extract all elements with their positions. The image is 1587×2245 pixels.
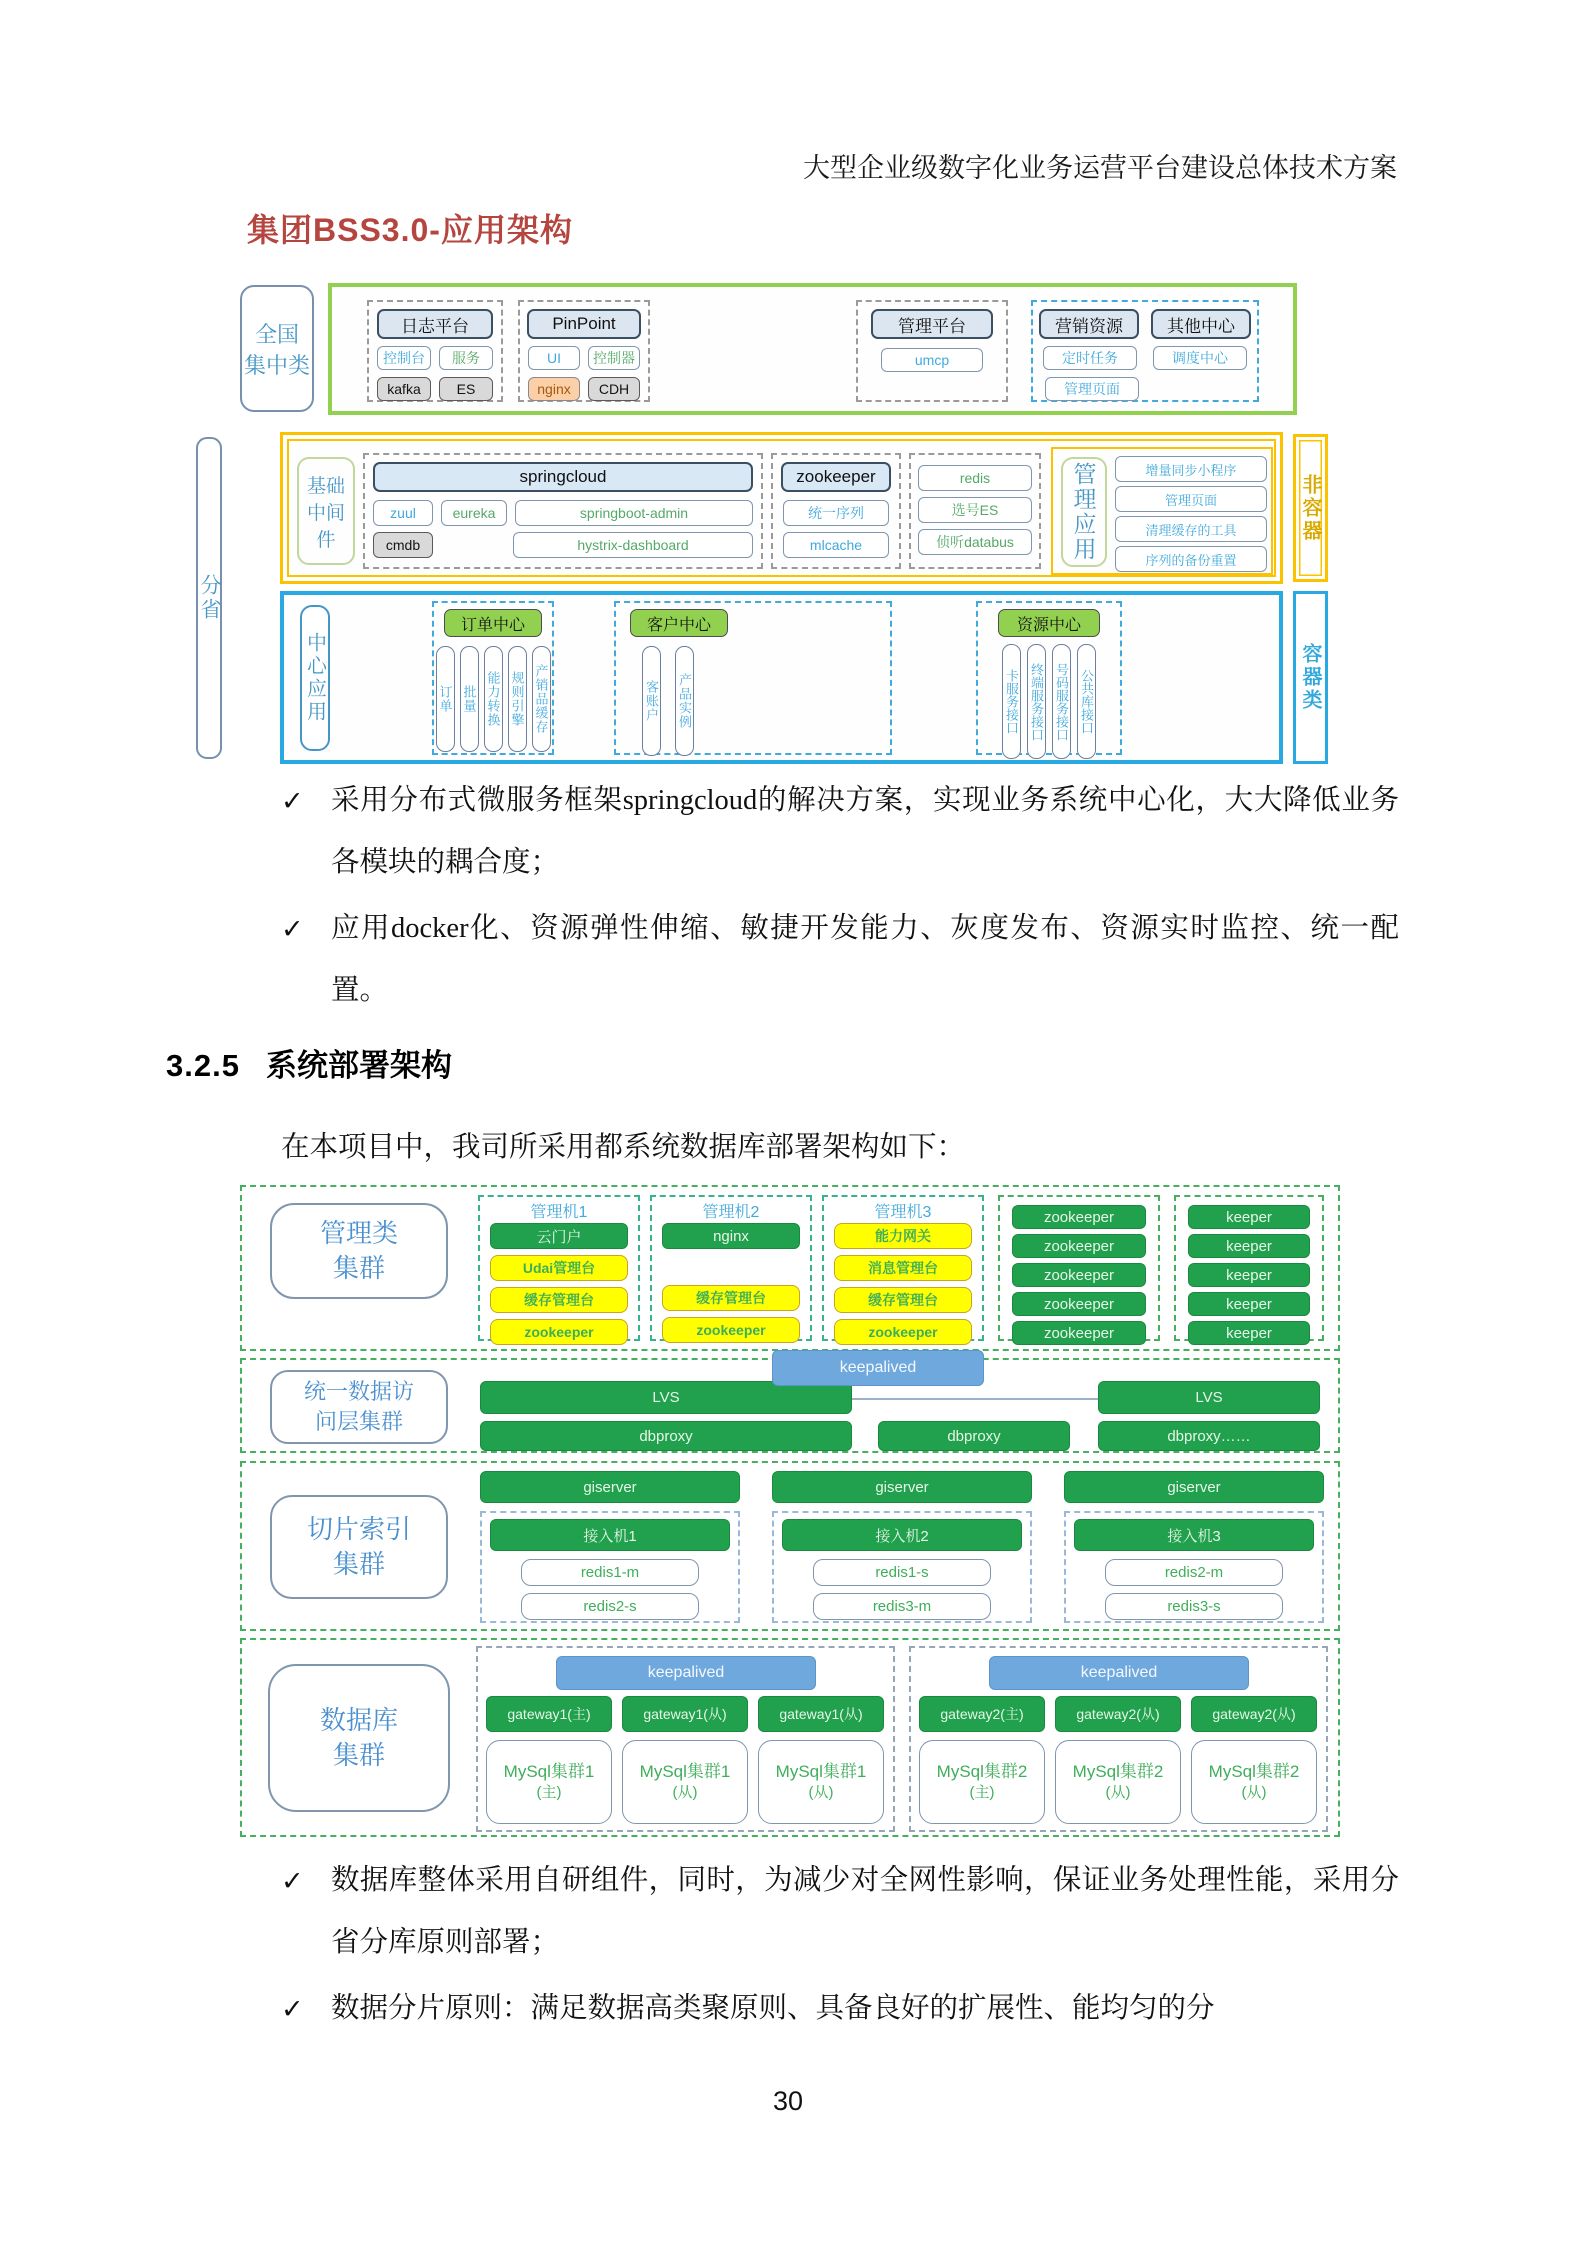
page-header-title: 大型企业级数字化业务运营平台建设总体技术方案	[803, 153, 1397, 183]
management-app-box: 序列的备份重置	[1115, 546, 1267, 572]
bullet-item	[281, 1850, 1399, 1974]
bullet-item	[281, 1978, 1399, 2040]
redis-node-box: redis1-s	[813, 1559, 991, 1586]
mysql-name: MySql集群1	[639, 1762, 731, 1782]
management-machine-2	[650, 1195, 812, 1341]
slice-index-column	[480, 1471, 740, 1623]
gateway-box: gateway1(从)	[758, 1696, 884, 1732]
data-components-group	[909, 453, 1041, 569]
service-box: 服务	[439, 346, 493, 370]
label-line: 统一数据访	[303, 1379, 414, 1405]
management-app-label: 管理应用	[1061, 457, 1107, 567]
label-line: 中间	[306, 502, 345, 524]
bullet-text: 应用docker化、资源弹性伸缩、敏捷开发能力、灰度发布、资源实时监控、统一配置。	[331, 913, 1399, 1006]
data-component-box: 选号ES	[918, 497, 1032, 523]
management-page-box: 管理页面	[1045, 377, 1139, 401]
giserver-box: giserver	[480, 1471, 740, 1503]
lvs-left-box: LVS	[480, 1381, 852, 1414]
gateway-box: gateway1(从)	[622, 1696, 748, 1732]
mysql-role: (从)	[1105, 1784, 1131, 1802]
cmdb-box: cmdb	[373, 532, 433, 558]
machine-title: 管理机2	[702, 1204, 760, 1221]
data-access-cluster-section	[240, 1358, 1340, 1453]
customer-center-header: 客户中心	[630, 609, 728, 637]
redis-node-box: redis3-s	[1105, 1593, 1283, 1620]
cdh-box: CDH	[588, 377, 640, 401]
machine-component-box: zookeeper	[834, 1319, 972, 1345]
mysql-name: MySql集群2	[936, 1762, 1028, 1782]
province-label: 分省	[196, 437, 222, 759]
mysql-name: MySql集群1	[503, 1762, 595, 1782]
label-line: 集中类	[243, 352, 310, 378]
management-machine-1	[478, 1195, 640, 1341]
label-line: 集群	[332, 1549, 385, 1579]
access-machine-box: 接入机1	[490, 1519, 730, 1551]
middleware-layer-container	[280, 432, 1283, 584]
springcloud-header: springcloud	[373, 462, 753, 492]
database-cluster-label	[268, 1664, 450, 1812]
label-line: 基础	[306, 475, 345, 497]
slice-index-cluster-label	[270, 1495, 448, 1599]
mysql-role: (主)	[969, 1784, 995, 1802]
label-line: 集群	[332, 1740, 385, 1770]
resource-center-item: 号码服务接口	[1052, 644, 1071, 759]
other-center-header: 其他中心	[1151, 309, 1251, 339]
machine-component-box: 消息管理台	[834, 1255, 972, 1281]
management-machine-3	[822, 1195, 984, 1341]
slice-index-column	[1064, 1471, 1324, 1623]
database-group	[909, 1646, 1328, 1832]
mysql-cluster-box	[919, 1740, 1045, 1824]
umcp-box: umcp	[881, 348, 983, 372]
management-cluster-label	[270, 1203, 448, 1299]
data-component-box: redis	[918, 465, 1032, 491]
hystrix-dashboard-box: hystrix-dashboard	[513, 532, 753, 558]
national-centralized-label	[240, 285, 314, 412]
redis-node-box: redis2-m	[1105, 1559, 1283, 1586]
mysql-cluster-box	[622, 1740, 748, 1824]
order-center-item: 批量	[460, 646, 479, 752]
zuul-box: zuul	[373, 500, 433, 526]
management-app-box: 管理页面	[1115, 486, 1267, 512]
national-layer-container	[328, 283, 1297, 415]
bullet-text: 数据分片原则：满足数据高类聚原则、具备良好的扩展性、能均匀的分	[331, 1993, 1215, 2024]
data-component-box: 侦听databus	[918, 529, 1032, 555]
management-app-box: 清理缓存的工具	[1115, 516, 1267, 542]
giserver-box: giserver	[772, 1471, 1032, 1503]
schedule-center-box: 调度中心	[1153, 346, 1247, 370]
marketing-header: 营销资源	[1039, 309, 1139, 339]
mysql-name: MySql集群2	[1072, 1762, 1164, 1782]
nginx-box: nginx	[528, 377, 580, 401]
timer-task-box: 定时任务	[1043, 346, 1137, 370]
giserver-box: giserver	[1064, 1471, 1324, 1503]
log-platform-header: 日志平台	[377, 309, 493, 339]
gateway-box: gateway1(主)	[486, 1696, 612, 1732]
label-line: 管理类	[319, 1217, 398, 1248]
database-cluster-section	[240, 1638, 1340, 1837]
es-box: ES	[439, 377, 493, 401]
zookeeper-node-box: zookeeper	[1012, 1321, 1146, 1345]
deployment-diagram	[240, 1185, 1340, 1837]
label-line: 全国	[254, 321, 299, 347]
management-platform-group	[856, 300, 1008, 402]
keeper-column	[1174, 1195, 1324, 1341]
springcloud-group	[363, 453, 763, 569]
machine-component-box: zookeeper	[662, 1317, 800, 1343]
slice-index-cluster-section	[240, 1461, 1340, 1631]
base-middleware-label	[297, 457, 355, 565]
mysql-role: (从)	[672, 1784, 698, 1802]
mysql-role: (从)	[1241, 1784, 1267, 1802]
container-class-label: 容器类	[1293, 591, 1328, 764]
management-app-group	[1051, 447, 1273, 575]
management-cluster-section	[240, 1185, 1340, 1351]
order-center-item: 产销品缓存	[532, 646, 551, 752]
unified-sequence-box: 统一序列	[783, 500, 889, 526]
mysql-cluster-box	[1055, 1740, 1181, 1824]
pinpoint-header: PinPoint	[527, 309, 641, 339]
section-number: 3.2.5	[166, 1048, 240, 1083]
controller-box: 控制器	[588, 346, 640, 370]
keeper-node-box: keeper	[1188, 1234, 1310, 1258]
springboot-admin-box: springboot-admin	[515, 500, 753, 526]
application-bullets	[281, 770, 1399, 1026]
machine-component-box: Udai管理台	[490, 1255, 628, 1281]
cloud-portal-box: 云门户	[490, 1223, 628, 1249]
machine-component-box: 缓存管理台	[490, 1287, 628, 1313]
section-title: 系统部署架构	[265, 1048, 452, 1083]
check-icon: ✓	[281, 1994, 304, 2024]
order-center-group	[432, 601, 554, 755]
order-center-header: 订单中心	[444, 609, 542, 637]
log-platform-group	[367, 300, 503, 402]
management-app-items	[1115, 456, 1267, 576]
center-application-label: 中心应用	[300, 605, 330, 751]
order-center-item: 订单	[436, 646, 455, 752]
database-group	[476, 1646, 895, 1832]
check-icon: ✓	[281, 786, 304, 816]
machine-title: 管理机1	[530, 1204, 588, 1221]
redis-node-box: redis2-s	[521, 1593, 699, 1620]
access-machine-box: 接入机3	[1074, 1519, 1314, 1551]
empty-slot	[662, 1255, 800, 1279]
keepalived-box: keepalived	[556, 1656, 816, 1690]
customer-center-item: 客账户	[642, 646, 661, 756]
gateway-box: gateway2(主)	[919, 1696, 1045, 1732]
mysql-name: MySql集群1	[775, 1762, 867, 1782]
ui-box: UI	[528, 346, 580, 370]
zookeeper-node-box: zookeeper	[1012, 1292, 1146, 1316]
label-line: 件	[316, 529, 336, 551]
page-number: 30	[772, 2086, 804, 2116]
bullet-item	[281, 770, 1399, 894]
gateway-box: gateway2(从)	[1055, 1696, 1181, 1732]
pinpoint-group	[518, 300, 650, 402]
section-heading	[166, 1040, 452, 1085]
dbproxy-box: dbproxy	[480, 1421, 852, 1451]
mysql-role: (主)	[536, 1784, 562, 1802]
mlcache-box: mlcache	[783, 532, 889, 558]
bullet-text: 数据库整体采用自研组件，同时，为减少对全网性影响，保证业务处理性能，采用分省分库原则部署；	[331, 1865, 1399, 1958]
resource-center-item: 终端服务接口	[1027, 644, 1046, 759]
non-container-label: 非容器	[1293, 434, 1328, 582]
architecture-diagram-title: 集团BSS3.0-应用架构	[247, 212, 573, 248]
zookeeper-column	[998, 1195, 1160, 1341]
management-app-box: 增量同步小程序	[1115, 456, 1267, 482]
access-machine-box: 接入机2	[782, 1519, 1022, 1551]
resource-center-item: 卡服务接口	[1002, 644, 1021, 759]
machine-component-box: 缓存管理台	[834, 1287, 972, 1313]
machine-component-box: zookeeper	[490, 1319, 628, 1345]
resource-center-group	[976, 601, 1122, 755]
keeper-node-box: keeper	[1188, 1205, 1310, 1229]
lvs-right-box: LVS	[1098, 1381, 1320, 1414]
resource-center-item: 公共库接口	[1077, 644, 1096, 759]
keeper-node-box: keeper	[1188, 1292, 1310, 1316]
label-line: 切片索引	[306, 1513, 411, 1544]
customer-center-item: 产品实例	[675, 646, 694, 756]
order-center-item: 能力转换	[484, 646, 503, 752]
machine-title: 管理机3	[874, 1204, 932, 1221]
order-center-item: 规则引擎	[508, 646, 527, 752]
eureka-box: eureka	[441, 500, 507, 526]
database-bullets	[281, 1850, 1399, 2044]
zookeeper-node-box: zookeeper	[1012, 1205, 1146, 1229]
keeper-node-box: keeper	[1188, 1263, 1310, 1287]
zookeeper-node-box: zookeeper	[1012, 1234, 1146, 1258]
marketing-resources-group	[1031, 300, 1259, 402]
customer-center-group	[614, 601, 892, 755]
intro-paragraph: 在本项目中，我司所采用都系统数据库部署架构如下：	[281, 1132, 966, 1163]
mysql-cluster-box	[486, 1740, 612, 1824]
label-line: 数据库	[319, 1704, 398, 1735]
check-icon: ✓	[281, 914, 304, 944]
mysql-cluster-box	[758, 1740, 884, 1824]
bullet-text: 采用分布式微服务框架springcloud的解决方案，实现业务系统中心化，大大降低业务各模块的耦合度；	[331, 785, 1399, 878]
bullet-item	[281, 898, 1399, 1022]
keeper-node-box: keeper	[1188, 1321, 1310, 1345]
redis-node-box: redis3-m	[813, 1593, 991, 1620]
slice-index-columns	[480, 1471, 1324, 1623]
machine-component-box: 能力网关	[834, 1223, 972, 1249]
dbproxy-box: dbproxy……	[1098, 1421, 1320, 1451]
mysql-cluster-box	[1191, 1740, 1317, 1824]
keepalived-box: keepalived	[772, 1350, 984, 1386]
center-application-container	[280, 591, 1283, 764]
slice-index-column	[772, 1471, 1032, 1623]
resource-center-header: 资源中心	[998, 609, 1100, 637]
check-icon: ✓	[281, 1866, 304, 1896]
keepalived-box: keepalived	[989, 1656, 1249, 1690]
kafka-box: kafka	[377, 377, 431, 401]
label-line: 问层集群	[314, 1409, 403, 1434]
machine-component-box: 缓存管理台	[662, 1285, 800, 1311]
dbproxy-box: dbproxy	[878, 1421, 1070, 1451]
redis-node-box: redis1-m	[521, 1559, 699, 1586]
gateway-box: gateway2(从)	[1191, 1696, 1317, 1732]
console-box: 控制台	[377, 346, 431, 370]
zookeeper-node-box: zookeeper	[1012, 1263, 1146, 1287]
zookeeper-group	[771, 453, 901, 569]
label-line: 集群	[332, 1253, 385, 1283]
management-platform-header: 管理平台	[871, 309, 993, 339]
mysql-name: MySql集群2	[1208, 1762, 1300, 1782]
zookeeper-header: zookeeper	[781, 462, 891, 492]
nginx-box: nginx	[662, 1223, 800, 1249]
mysql-role: (从)	[808, 1784, 834, 1802]
database-groups	[476, 1646, 1328, 1832]
data-access-cluster-label	[270, 1370, 448, 1444]
